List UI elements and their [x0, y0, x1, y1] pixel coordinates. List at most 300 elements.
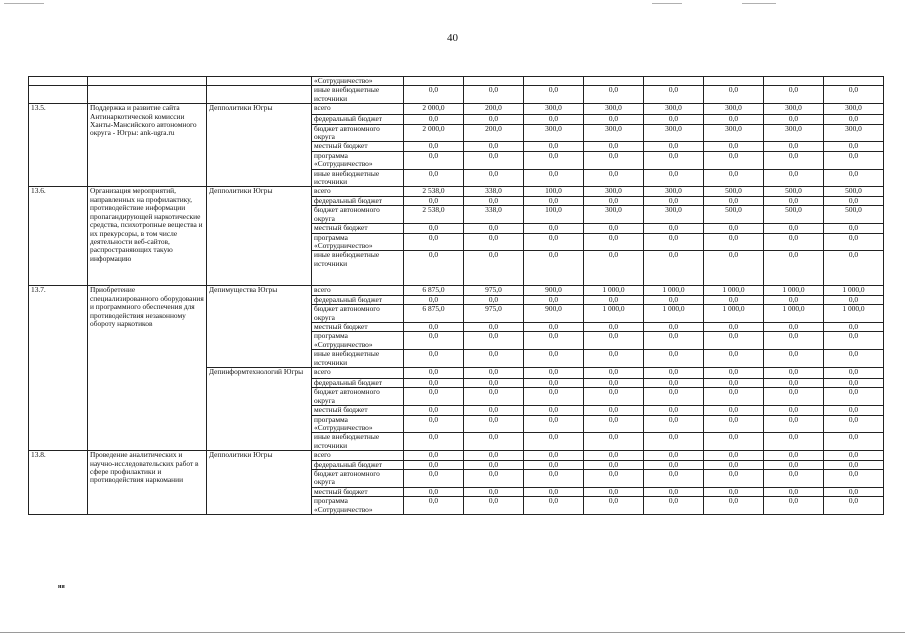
amount-cell: 1 000,0 — [644, 305, 704, 323]
amount-cell: 0,0 — [704, 86, 764, 104]
amount-cell: 0,0 — [704, 487, 764, 496]
amount-cell: 0,0 — [584, 388, 644, 406]
amount-cell: 0,0 — [464, 487, 524, 496]
amount-cell: 0,0 — [584, 487, 644, 496]
amount-cell: 6 875,0 — [404, 305, 464, 323]
amount-cell: 0,0 — [764, 151, 824, 169]
amount-cell: 0,0 — [764, 251, 824, 286]
amount-cell: 0,0 — [404, 378, 464, 387]
amount-cell: 0,0 — [644, 406, 704, 415]
amount-cell: 0,0 — [824, 322, 884, 331]
amount-cell: 0,0 — [764, 196, 824, 205]
amount-cell: 0,0 — [584, 115, 644, 124]
amount-cell: 300,0 — [644, 187, 704, 196]
amount-cell: 0,0 — [524, 142, 584, 151]
amount-cell: 0,0 — [824, 415, 884, 433]
scan-artifact — [4, 3, 44, 4]
amount-cell: 0,0 — [824, 433, 884, 451]
amount-cell: 0,0 — [584, 350, 644, 368]
amount-cell: 300,0 — [584, 206, 644, 224]
amount-cell: 900,0 — [524, 305, 584, 323]
amount-cell: 0,0 — [404, 433, 464, 451]
responsible-executor-cell — [207, 86, 312, 104]
table-row — [29, 86, 884, 104]
amount-cell: 500,0 — [824, 187, 884, 196]
amount-cell: 0,0 — [644, 451, 704, 460]
amount-cell: 0,0 — [404, 322, 464, 331]
amount-cell: 0,0 — [584, 322, 644, 331]
amount-cell: 0,0 — [704, 378, 764, 387]
amount-cell — [404, 77, 464, 86]
amount-cell: 0,0 — [644, 487, 704, 496]
amount-cell: 338,0 — [464, 187, 524, 196]
activity-name-cell: Поддержка и развитие сайта Антинаркотической комиссии Ханты-Мансийского автономного округа - Югры: ank-ugra.ru — [88, 104, 207, 187]
amount-cell: 0,0 — [584, 224, 644, 233]
funding-source-cell: местный бюджет — [312, 142, 404, 151]
page-number: 40 — [447, 32, 458, 44]
amount-cell: 0,0 — [824, 142, 884, 151]
table-row — [29, 77, 884, 86]
amount-cell: 0,0 — [764, 142, 824, 151]
funding-source-cell: программа «Сотрудничество» — [312, 415, 404, 433]
amount-cell: 0,0 — [704, 169, 764, 187]
funding-source-cell: федеральный бюджет — [312, 378, 404, 387]
funding-source-cell: всего — [312, 367, 404, 378]
table-row — [29, 286, 884, 295]
funding-source-cell: иные внебюджетные источники — [312, 350, 404, 368]
amount-cell: 0,0 — [824, 115, 884, 124]
amount-cell: 0,0 — [644, 470, 704, 488]
amount-cell: 0,0 — [524, 86, 584, 104]
amount-cell: 0,0 — [644, 497, 704, 515]
amount-cell: 0,0 — [404, 142, 464, 151]
amount-cell: 0,0 — [464, 470, 524, 488]
amount-cell: 300,0 — [764, 104, 824, 115]
amount-cell: 0,0 — [704, 388, 764, 406]
amount-cell: 0,0 — [584, 332, 644, 350]
funding-source-cell: иные внебюджетные источники — [312, 169, 404, 187]
funding-source-cell: бюджет автономного округа — [312, 388, 404, 406]
amount-cell: 0,0 — [764, 497, 824, 515]
amount-cell: 0,0 — [824, 332, 884, 350]
funding-source-cell: всего — [312, 187, 404, 196]
activity-name-cell: Приобретение специализированного оборудования и программного обеспечения для противодействия незаконному обороту наркотиков — [88, 286, 207, 451]
amount-cell: 0,0 — [644, 115, 704, 124]
table-body — [29, 77, 884, 515]
amount-cell: 0,0 — [464, 224, 524, 233]
amount-cell: 1 000,0 — [824, 286, 884, 295]
amount-cell: 0,0 — [644, 367, 704, 378]
amount-cell: 2 000,0 — [404, 124, 464, 142]
funding-source-cell: программа «Сотрудничество» — [312, 497, 404, 515]
amount-cell: 0,0 — [704, 460, 764, 469]
amount-cell: 0,0 — [824, 470, 884, 488]
amount-cell: 0,0 — [764, 451, 824, 460]
funding-source-cell: федеральный бюджет — [312, 196, 404, 205]
activity-name-cell — [88, 77, 207, 86]
funding-source-cell: федеральный бюджет — [312, 115, 404, 124]
amount-cell: 100,0 — [524, 187, 584, 196]
amount-cell: 0,0 — [644, 196, 704, 205]
amount-cell: 0,0 — [824, 388, 884, 406]
amount-cell: 0,0 — [644, 378, 704, 387]
amount-cell: 0,0 — [464, 378, 524, 387]
funding-source-cell: программа «Сотрудничество» — [312, 332, 404, 350]
amount-cell: 100,0 — [524, 206, 584, 224]
amount-cell: 0,0 — [764, 350, 824, 368]
amount-cell: 0,0 — [704, 251, 764, 286]
scan-edge-line — [0, 632, 905, 633]
amount-cell: 0,0 — [704, 451, 764, 460]
amount-cell: 0,0 — [764, 388, 824, 406]
amount-cell: 0,0 — [644, 86, 704, 104]
table-row — [29, 104, 884, 115]
funding-source-cell: бюджет автономного округа — [312, 206, 404, 224]
budget-table — [28, 76, 884, 515]
item-number-cell — [29, 86, 88, 104]
amount-cell: 975,0 — [464, 286, 524, 295]
amount-cell: 0,0 — [764, 415, 824, 433]
amount-cell: 0,0 — [824, 451, 884, 460]
amount-cell: 0,0 — [464, 86, 524, 104]
amount-cell: 0,0 — [524, 415, 584, 433]
amount-cell — [464, 77, 524, 86]
amount-cell: 0,0 — [824, 233, 884, 251]
amount-cell: 0,0 — [824, 367, 884, 378]
amount-cell: 0,0 — [584, 196, 644, 205]
amount-cell: 0,0 — [764, 169, 824, 187]
amount-cell: 0,0 — [464, 196, 524, 205]
amount-cell: 0,0 — [524, 487, 584, 496]
amount-cell: 0,0 — [584, 251, 644, 286]
amount-cell: 0,0 — [644, 322, 704, 331]
amount-cell: 500,0 — [824, 206, 884, 224]
amount-cell: 0,0 — [524, 433, 584, 451]
amount-cell: 0,0 — [704, 367, 764, 378]
responsible-executor-cell — [207, 77, 312, 86]
amount-cell: 300,0 — [644, 124, 704, 142]
amount-cell: 0,0 — [584, 433, 644, 451]
amount-cell: 0,0 — [764, 86, 824, 104]
amount-cell: 0,0 — [404, 451, 464, 460]
amount-cell: 0,0 — [404, 86, 464, 104]
amount-cell: 0,0 — [464, 367, 524, 378]
funding-source-cell: программа «Сотрудничество» — [312, 233, 404, 251]
amount-cell: 0,0 — [764, 233, 824, 251]
amount-cell: 0,0 — [704, 415, 764, 433]
amount-cell: 1 000,0 — [584, 305, 644, 323]
amount-cell: 300,0 — [824, 104, 884, 115]
activity-name-cell — [88, 86, 207, 104]
funding-source-cell: всего — [312, 451, 404, 460]
amount-cell: 0,0 — [764, 433, 824, 451]
amount-cell — [584, 77, 644, 86]
amount-cell: 0,0 — [404, 415, 464, 433]
funding-source-cell: бюджет автономного округа — [312, 124, 404, 142]
amount-cell: 0,0 — [704, 332, 764, 350]
amount-cell: 0,0 — [464, 332, 524, 350]
amount-cell: 0,0 — [764, 378, 824, 387]
amount-cell: 0,0 — [404, 151, 464, 169]
amount-cell: 0,0 — [644, 233, 704, 251]
amount-cell: 0,0 — [524, 451, 584, 460]
amount-cell: 0,0 — [464, 251, 524, 286]
amount-cell: 0,0 — [704, 433, 764, 451]
responsible-executor-cell: Депполитики Югры — [207, 187, 312, 286]
amount-cell: 0,0 — [464, 406, 524, 415]
amount-cell: 0,0 — [584, 378, 644, 387]
amount-cell: 0,0 — [824, 151, 884, 169]
amount-cell: 0,0 — [524, 295, 584, 304]
funding-source-cell: программа «Сотрудничество» — [312, 151, 404, 169]
amount-cell: 0,0 — [644, 151, 704, 169]
funding-source-cell: бюджет автономного округа — [312, 305, 404, 323]
amount-cell: 0,0 — [824, 86, 884, 104]
amount-cell: 0,0 — [524, 196, 584, 205]
amount-cell: 0,0 — [644, 295, 704, 304]
amount-cell — [764, 77, 824, 86]
amount-cell: 0,0 — [524, 332, 584, 350]
amount-cell: 0,0 — [824, 497, 884, 515]
amount-cell: 0,0 — [464, 460, 524, 469]
amount-cell: 0,0 — [524, 460, 584, 469]
amount-cell: 338,0 — [464, 206, 524, 224]
amount-cell: 0,0 — [704, 322, 764, 331]
amount-cell: 0,0 — [824, 378, 884, 387]
amount-cell: 0,0 — [404, 224, 464, 233]
amount-cell: 0,0 — [644, 415, 704, 433]
amount-cell: 0,0 — [764, 470, 824, 488]
amount-cell: 6 875,0 — [404, 286, 464, 295]
amount-cell: 0,0 — [524, 497, 584, 515]
amount-cell: 0,0 — [764, 224, 824, 233]
amount-cell: 0,0 — [584, 86, 644, 104]
amount-cell: 0,0 — [464, 142, 524, 151]
amount-cell: 0,0 — [404, 251, 464, 286]
funding-source-cell: федеральный бюджет — [312, 295, 404, 304]
item-number-cell: 13.5. — [29, 104, 88, 187]
amount-cell: 0,0 — [524, 233, 584, 251]
responsible-executor-cell: Депимущества Югры — [207, 286, 312, 368]
amount-cell: 0,0 — [764, 487, 824, 496]
scan-artifact — [742, 3, 776, 4]
amount-cell: 0,0 — [464, 497, 524, 515]
responsible-executor-cell: Депполитики Югры — [207, 104, 312, 187]
funding-source-cell: всего — [312, 286, 404, 295]
amount-cell: 200,0 — [464, 124, 524, 142]
amount-cell: 0,0 — [704, 233, 764, 251]
amount-cell: 0,0 — [644, 388, 704, 406]
amount-cell — [524, 77, 584, 86]
funding-source-cell: иные внебюджетные источники — [312, 433, 404, 451]
amount-cell: 0,0 — [704, 142, 764, 151]
amount-cell: 0,0 — [404, 487, 464, 496]
funding-source-cell: иные внебюджетные источники — [312, 86, 404, 104]
amount-cell: 0,0 — [764, 406, 824, 415]
amount-cell: 0,0 — [644, 142, 704, 151]
amount-cell: 0,0 — [464, 451, 524, 460]
amount-cell: 0,0 — [464, 388, 524, 406]
amount-cell: 300,0 — [584, 187, 644, 196]
amount-cell: 500,0 — [704, 206, 764, 224]
amount-cell: 500,0 — [764, 187, 824, 196]
amount-cell: 0,0 — [704, 406, 764, 415]
amount-cell: 1 000,0 — [644, 286, 704, 295]
amount-cell: 0,0 — [464, 169, 524, 187]
amount-cell: 0,0 — [644, 251, 704, 286]
amount-cell: 0,0 — [524, 388, 584, 406]
amount-cell: 300,0 — [764, 124, 824, 142]
amount-cell: 2 538,0 — [404, 187, 464, 196]
amount-cell: 0,0 — [764, 295, 824, 304]
amount-cell: 0,0 — [464, 415, 524, 433]
amount-cell — [824, 77, 884, 86]
amount-cell: 900,0 — [524, 286, 584, 295]
amount-cell — [704, 77, 764, 86]
item-number-cell — [29, 77, 88, 86]
amount-cell: 0,0 — [524, 406, 584, 415]
amount-cell: 0,0 — [464, 115, 524, 124]
amount-cell: 300,0 — [644, 206, 704, 224]
amount-cell: 0,0 — [524, 470, 584, 488]
amount-cell: 2 538,0 — [404, 206, 464, 224]
amount-cell: 300,0 — [584, 104, 644, 115]
amount-cell: 0,0 — [764, 460, 824, 469]
amount-cell: 0,0 — [464, 233, 524, 251]
amount-cell: 0,0 — [464, 295, 524, 304]
funding-source-cell: бюджет автономного округа — [312, 470, 404, 488]
funding-source-cell: «Сотрудничество» — [312, 77, 404, 86]
amount-cell: 0,0 — [584, 367, 644, 378]
amount-cell: 0,0 — [704, 224, 764, 233]
table-row — [29, 451, 884, 460]
amount-cell: 0,0 — [524, 367, 584, 378]
amount-cell: 0,0 — [584, 497, 644, 515]
amount-cell: 0,0 — [584, 142, 644, 151]
amount-cell: 1 000,0 — [584, 286, 644, 295]
amount-cell: 0,0 — [404, 497, 464, 515]
amount-cell: 0,0 — [584, 295, 644, 304]
amount-cell: 0,0 — [404, 115, 464, 124]
amount-cell: 0,0 — [704, 196, 764, 205]
amount-cell: 0,0 — [464, 433, 524, 451]
funding-source-cell: федеральный бюджет — [312, 460, 404, 469]
item-number-cell: 13.8. — [29, 451, 88, 515]
amount-cell: 0,0 — [824, 460, 884, 469]
amount-cell: 0,0 — [704, 470, 764, 488]
item-number-cell: 13.6. — [29, 187, 88, 286]
amount-cell: 300,0 — [524, 104, 584, 115]
amount-cell: 0,0 — [524, 151, 584, 169]
funding-source-cell: местный бюджет — [312, 406, 404, 415]
amount-cell: 0,0 — [404, 196, 464, 205]
amount-cell: 0,0 — [404, 406, 464, 415]
amount-cell: 0,0 — [524, 224, 584, 233]
amount-cell: 300,0 — [644, 104, 704, 115]
amount-cell: 0,0 — [464, 322, 524, 331]
amount-cell: 0,0 — [764, 115, 824, 124]
amount-cell: 0,0 — [404, 388, 464, 406]
amount-cell: 0,0 — [824, 487, 884, 496]
amount-cell: 0,0 — [824, 295, 884, 304]
scan-artifact — [652, 3, 682, 4]
amount-cell: 1 000,0 — [764, 305, 824, 323]
funding-source-cell: всего — [312, 104, 404, 115]
amount-cell: 300,0 — [584, 124, 644, 142]
table-row — [29, 187, 884, 196]
amount-cell: 0,0 — [404, 470, 464, 488]
amount-cell: 0,0 — [644, 332, 704, 350]
amount-cell: 0,0 — [704, 295, 764, 304]
amount-cell: 0,0 — [404, 460, 464, 469]
amount-cell: 1 000,0 — [824, 305, 884, 323]
amount-cell: 0,0 — [824, 350, 884, 368]
funding-source-cell: местный бюджет — [312, 487, 404, 496]
amount-cell: 500,0 — [764, 206, 824, 224]
responsible-executor-cell: Депполитики Югры — [207, 451, 312, 515]
amount-cell: 0,0 — [524, 169, 584, 187]
amount-cell: 300,0 — [704, 124, 764, 142]
amount-cell: 0,0 — [584, 470, 644, 488]
amount-cell: 0,0 — [644, 224, 704, 233]
amount-cell: 0,0 — [704, 151, 764, 169]
amount-cell: 0,0 — [644, 460, 704, 469]
footer-code: ня — [58, 584, 65, 590]
amount-cell: 0,0 — [524, 251, 584, 286]
amount-cell: 0,0 — [524, 322, 584, 331]
amount-cell: 0,0 — [704, 350, 764, 368]
amount-cell: 0,0 — [524, 115, 584, 124]
amount-cell: 0,0 — [584, 233, 644, 251]
amount-cell: 0,0 — [464, 350, 524, 368]
amount-cell: 0,0 — [404, 295, 464, 304]
amount-cell: 0,0 — [644, 169, 704, 187]
amount-cell: 0,0 — [824, 251, 884, 286]
amount-cell: 0,0 — [584, 169, 644, 187]
funding-source-cell: местный бюджет — [312, 322, 404, 331]
amount-cell: 0,0 — [404, 233, 464, 251]
amount-cell: 0,0 — [584, 151, 644, 169]
amount-cell: 0,0 — [764, 322, 824, 331]
amount-cell: 1 000,0 — [704, 305, 764, 323]
amount-cell: 200,0 — [464, 104, 524, 115]
amount-cell: 0,0 — [764, 332, 824, 350]
amount-cell: 0,0 — [404, 350, 464, 368]
amount-cell: 1 000,0 — [704, 286, 764, 295]
amount-cell — [644, 77, 704, 86]
amount-cell: 0,0 — [404, 169, 464, 187]
amount-cell: 500,0 — [704, 187, 764, 196]
amount-cell: 0,0 — [524, 378, 584, 387]
amount-cell: 0,0 — [584, 460, 644, 469]
funding-source-cell: иные внебюджетные источники — [312, 251, 404, 286]
amount-cell: 0,0 — [404, 332, 464, 350]
amount-cell: 1 000,0 — [764, 286, 824, 295]
amount-cell: 0,0 — [644, 350, 704, 368]
funding-source-cell: местный бюджет — [312, 224, 404, 233]
amount-cell: 0,0 — [824, 406, 884, 415]
amount-cell: 0,0 — [704, 497, 764, 515]
amount-cell: 300,0 — [524, 124, 584, 142]
item-number-cell: 13.7. — [29, 286, 88, 451]
amount-cell: 975,0 — [464, 305, 524, 323]
responsible-executor-cell: Депинформтехнологий Югры — [207, 367, 312, 450]
amount-cell: 0,0 — [584, 415, 644, 433]
amount-cell: 0,0 — [584, 451, 644, 460]
activity-name-cell: Организация мероприятий, направленных на профилактику, противодействие информации пропагандирующей наркотические средства, психотропные вещества и их прекурсоры, в том числе деятельности веб-сайтов, распространяющих такую информацию — [88, 187, 207, 286]
amount-cell: 300,0 — [824, 124, 884, 142]
amount-cell: 0,0 — [824, 196, 884, 205]
